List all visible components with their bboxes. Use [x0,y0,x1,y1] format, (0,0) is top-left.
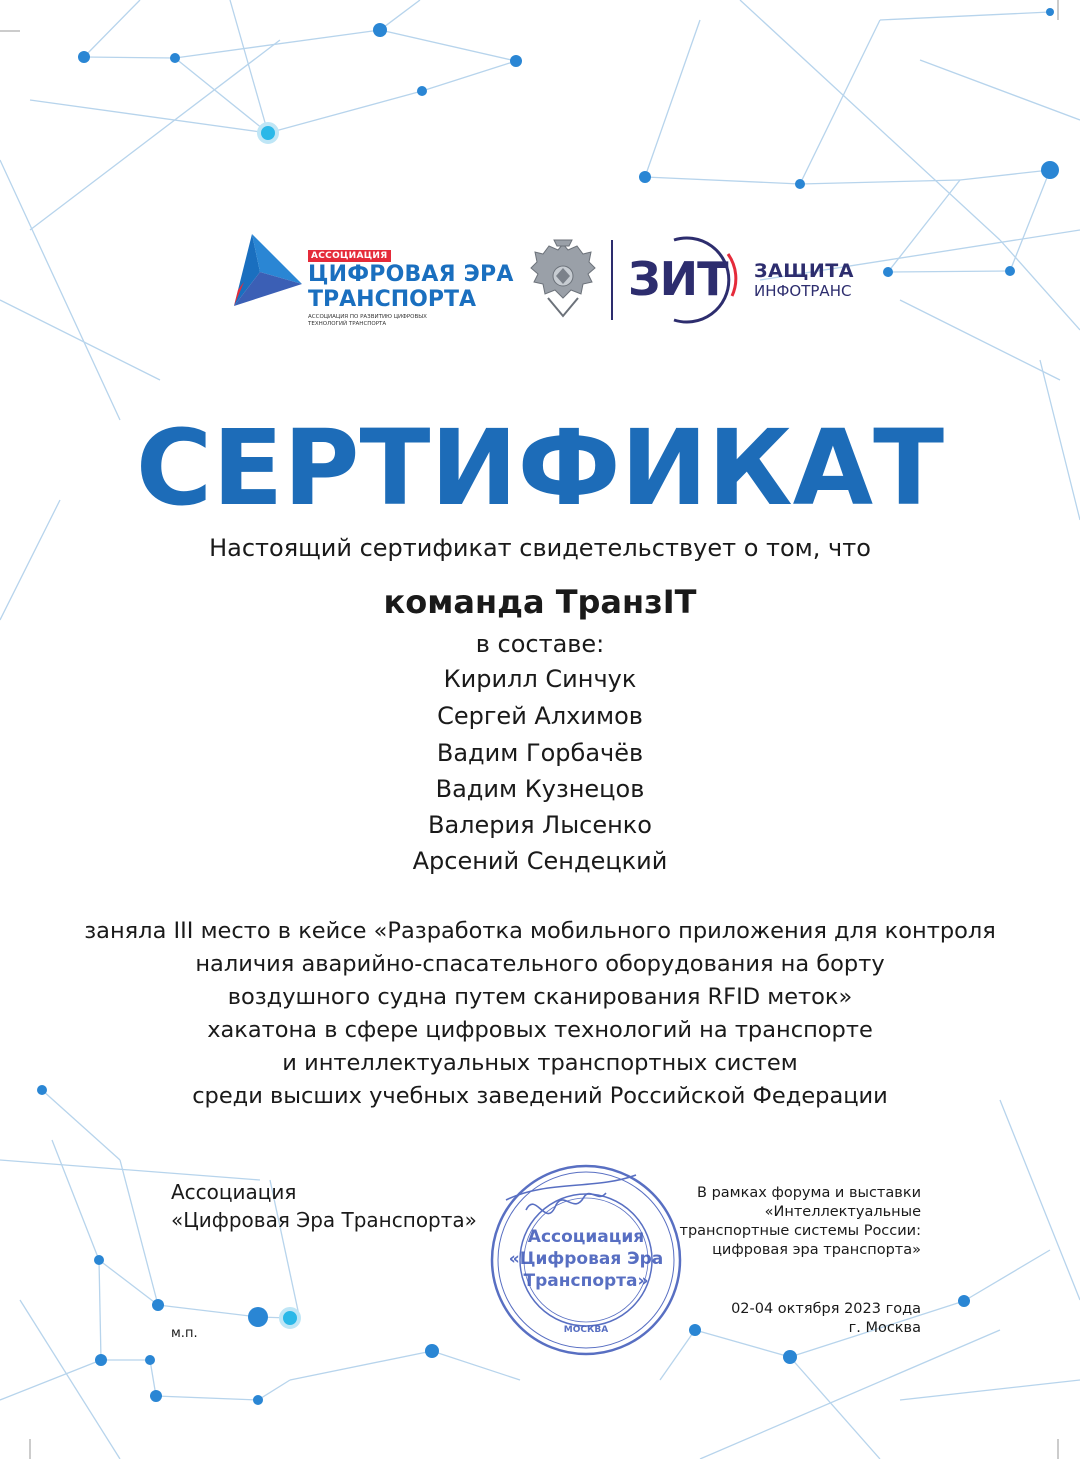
double-headed-eagle-emblem-icon [526,236,600,322]
zit-word2: ИНФОТРАНС [754,282,852,300]
association-logo [230,232,514,332]
team-name: команда ТранзIT [383,583,697,621]
stamp-line2: «Цифровая Эра [508,1249,664,1269]
date-block [731,1300,921,1338]
member-name: Валерия Лысенко [427,811,652,839]
association-badge: АССОЦИАЦИЯ [308,250,391,262]
event-city: г. Москва [848,1320,921,1336]
event-line: «Интеллектуальные [764,1204,921,1220]
event-line: цифровая эра транспорта» [712,1242,921,1258]
achievement-text: заняла III место в кейсе «Разработка мобильного приложения для контроля [84,918,996,944]
event-line: транспортные системы России: [679,1223,921,1239]
achievement-text: и интеллектуальных транспортных систем [282,1050,798,1076]
association-name-line2: ТРАНСПОРТА [308,287,476,312]
association-tagline: АССОЦИАЦИЯ ПО РАЗВИТИЮ ЦИФРОВЫХ ТЕХНОЛОГИЙ ТРАНСПОРТА [308,314,427,327]
issuer-line2: «Цифровая Эра Транспорта» [171,1208,477,1232]
member-name: Сергей Алхимов [437,702,643,730]
event-line: В рамках форума и выставки [697,1185,921,1201]
arrow-triangle-icon [230,232,305,312]
stamp-line3: Транспорта» [523,1271,649,1291]
logo-divider [611,240,613,320]
event-date: 02-04 октября 2023 года [731,1301,921,1317]
member-name: Вадим Горбачёв [436,739,644,767]
achievement-text: хакатона в сфере цифровых технологий на транспорте [207,1017,873,1043]
zit-logo [624,234,864,326]
member-name: Кирилл Синчук [443,665,637,693]
certificate-subtitle: Настоящий сертификат свидетельствует о том, что [209,534,871,562]
event-block [680,1184,921,1260]
member-name: Арсений Сендецкий [412,847,668,875]
certificate-title: СЕРТИФИКАТ [135,407,945,529]
association-name-line1: ЦИФРОВАЯ ЭРА [308,262,514,287]
member-name: Вадим Кузнецов [435,775,645,803]
issuer-line1: Ассоциация [171,1180,297,1204]
stamp-place-label: м.п. [171,1326,198,1341]
zit-word1: ЗАЩИТА [754,260,854,282]
round-seal-stamp-icon [486,1160,686,1360]
zit-mark: ЗИТ [628,252,728,306]
issuer-block [171,1178,477,1234]
stamp-city: МОСКВА [563,1325,609,1335]
composition-label: в составе: [475,630,605,658]
achievement-text: воздушного судна путем сканирования RFID меток» [227,984,853,1010]
achievement-text: наличия аварийно-спасательного оборудования на борту [195,951,885,977]
achievement-text: среди высших учебных заведений Российской Федерации [192,1083,888,1109]
stamp-line1: Ассоциация [527,1227,645,1247]
